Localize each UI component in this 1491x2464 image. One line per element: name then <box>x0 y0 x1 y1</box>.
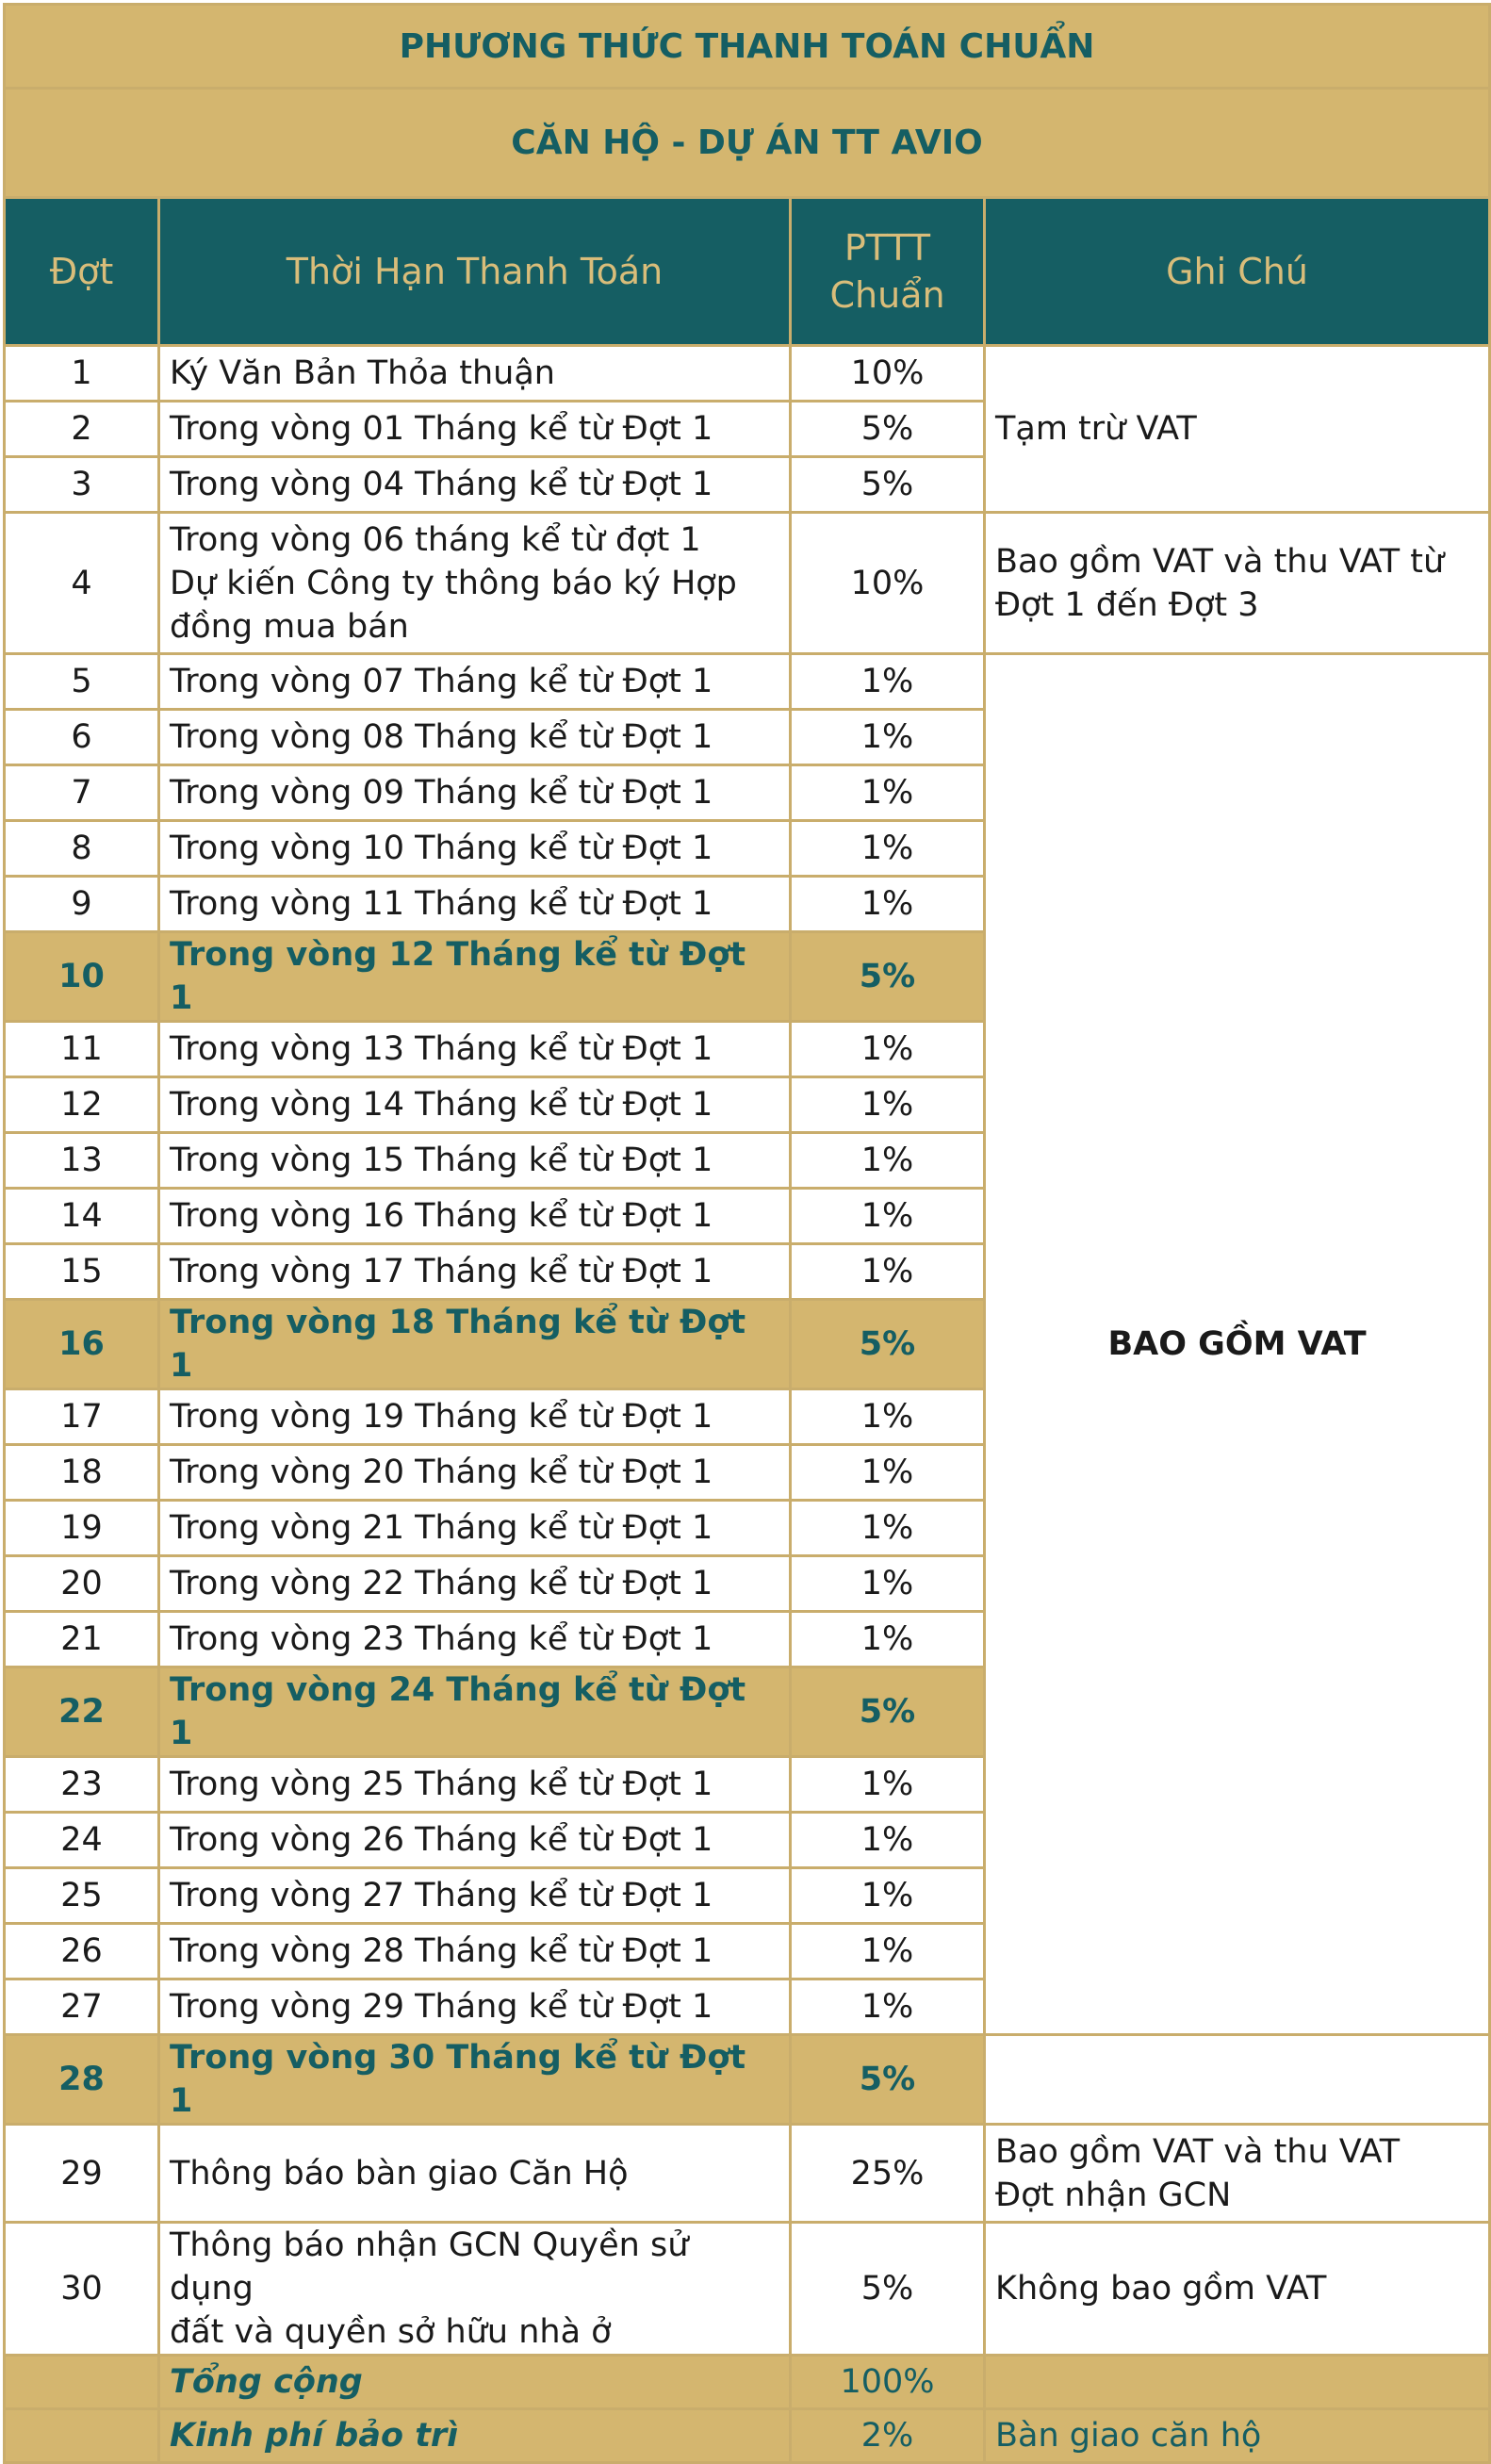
dot-cell: 29 <box>5 2125 159 2223</box>
pttt-cell: 1% <box>791 1612 985 1667</box>
dot-cell: 28 <box>5 2035 159 2125</box>
note-cell-empty <box>985 2035 1490 2125</box>
pttt-cell: 1% <box>791 1868 985 1924</box>
thoi-han-line: đất và quyền sở hữu nhà ở <box>170 2313 612 2351</box>
thoi-han-cell: Trong vòng 12 Tháng kể từ Đợt 1 <box>159 932 791 1022</box>
pttt-cell: 1% <box>791 1979 985 2035</box>
dot-cell: 24 <box>5 1813 159 1868</box>
thoi-han-line: Trong vòng 06 tháng kể từ đợt 1 <box>170 520 701 559</box>
dot-cell: 26 <box>5 1924 159 1979</box>
dot-cell: 22 <box>5 1667 159 1757</box>
total-row <box>5 2356 1490 2409</box>
thoi-han-cell: Trong vòng 14 Tháng kể từ Đợt 1 <box>159 1077 791 1133</box>
pttt-cell: 1% <box>791 1501 985 1556</box>
maint-empty-cell <box>5 2409 159 2463</box>
dot-cell: 12 <box>5 1077 159 1133</box>
pttt-cell: 1% <box>791 654 985 710</box>
dot-cell: 18 <box>5 1445 159 1501</box>
pttt-cell: 5% <box>791 1300 985 1389</box>
total-note-empty <box>985 2356 1490 2409</box>
thoi-han-cell: Trong vòng 15 Tháng kể từ Đợt 1 <box>159 1133 791 1189</box>
maintenance-row <box>5 2409 1490 2463</box>
thoi-han-cell: Trong vòng 16 Tháng kể từ Đợt 1 <box>159 1189 791 1244</box>
thoi-han-line: đồng mua bán <box>170 607 409 646</box>
total-label: Tổng cộng <box>159 2356 791 2409</box>
note-line: Bao gồm VAT và thu VAT <box>995 2132 1401 2171</box>
note-line: Đợt 1 đến Đợt 3 <box>995 585 1259 624</box>
thoi-han-cell: Trong vòng 30 Tháng kể từ Đợt 1 <box>159 2035 791 2125</box>
pttt-cell: 5% <box>791 457 985 513</box>
pttt-cell: 1% <box>791 1556 985 1612</box>
thoi-han-cell: Trong vòng 27 Tháng kể từ Đợt 1 <box>159 1868 791 1924</box>
thoi-han-cell: Trong vòng 24 Tháng kể từ Đợt 1 <box>159 1667 791 1757</box>
header-thoi-han: Thời Hạn Thanh Toán <box>159 198 791 346</box>
pttt-cell: 10% <box>791 513 985 654</box>
pttt-cell: 1% <box>791 1022 985 1077</box>
thoi-han-cell: Trong vòng 23 Tháng kể từ Đợt 1 <box>159 1612 791 1667</box>
maintenance-value: 2% <box>791 2409 985 2463</box>
pttt-cell: 1% <box>791 1445 985 1501</box>
dot-cell: 14 <box>5 1189 159 1244</box>
pttt-cell: 1% <box>791 765 985 821</box>
dot-cell: 6 <box>5 710 159 765</box>
dot-cell: 15 <box>5 1244 159 1300</box>
pttt-cell: 1% <box>791 877 985 932</box>
payment-schedule-table <box>3 3 1491 2464</box>
pttt-cell: 1% <box>791 1389 985 1445</box>
pttt-cell: 1% <box>791 1924 985 1979</box>
thoi-han-cell: Trong vòng 09 Tháng kể từ Đợt 1 <box>159 765 791 821</box>
pttt-cell: 1% <box>791 1757 985 1813</box>
note-line: Đợt nhận GCN <box>995 2176 1232 2214</box>
total-value: 100% <box>791 2356 985 2409</box>
pttt-cell: 1% <box>791 1813 985 1868</box>
pttt-cell: 25% <box>791 2125 985 2223</box>
table-row <box>5 654 1490 710</box>
thoi-han-cell: Trong vòng 07 Tháng kể từ Đợt 1 <box>159 654 791 710</box>
pttt-cell: 1% <box>791 1133 985 1189</box>
dot-cell: 9 <box>5 877 159 932</box>
thoi-han-cell: Trong vòng 25 Tháng kể từ Đợt 1 <box>159 1757 791 1813</box>
table-subtitle: CĂN HỘ - DỰ ÁN TT AVIO <box>5 89 1490 198</box>
thoi-han-cell: Thông báo bàn giao Căn Hộ <box>159 2125 791 2223</box>
thoi-han-cell: Trong vòng 01 Tháng kể từ Đợt 1 <box>159 402 791 457</box>
total-empty-cell <box>5 2356 159 2409</box>
header-pttt <box>791 198 985 346</box>
dot-cell: 19 <box>5 1501 159 1556</box>
dot-cell: 16 <box>5 1300 159 1389</box>
dot-cell: 1 <box>5 346 159 402</box>
table-row-highlight <box>5 2035 1490 2125</box>
note-line: Bao gồm VAT và thu VAT từ <box>995 542 1445 581</box>
dot-cell: 11 <box>5 1022 159 1077</box>
note-cell: Không bao gồm VAT <box>985 2223 1490 2356</box>
thoi-han-cell: Trong vòng 08 Tháng kể từ Đợt 1 <box>159 710 791 765</box>
dot-cell: 2 <box>5 402 159 457</box>
table-row <box>5 2223 1490 2356</box>
thoi-han-cell: Trong vòng 26 Tháng kể từ Đợt 1 <box>159 1813 791 1868</box>
thoi-han-cell: Trong vòng 17 Tháng kể từ Đợt 1 <box>159 1244 791 1300</box>
maintenance-label: Kinh phí bảo trì <box>159 2409 791 2463</box>
dot-cell: 10 <box>5 932 159 1022</box>
dot-cell: 13 <box>5 1133 159 1189</box>
dot-cell: 30 <box>5 2223 159 2356</box>
note-cell <box>985 513 1490 654</box>
maintenance-note: Bàn giao căn hộ <box>985 2409 1490 2463</box>
pttt-cell: 5% <box>791 932 985 1022</box>
pttt-cell: 1% <box>791 1189 985 1244</box>
pttt-cell: 1% <box>791 1244 985 1300</box>
pttt-cell: 5% <box>791 2223 985 2356</box>
header-ghi-chu: Ghi Chú <box>985 198 1490 346</box>
pttt-cell: 5% <box>791 402 985 457</box>
note-cell <box>985 2125 1490 2223</box>
table-row <box>5 346 1490 402</box>
thoi-han-line: Thông báo nhận GCN Quyền sử dụng <box>170 2226 689 2308</box>
note-cell: Tạm trừ VAT <box>985 346 1490 513</box>
pttt-cell: 5% <box>791 1667 985 1757</box>
table-row <box>5 2125 1490 2223</box>
pttt-cell: 5% <box>791 2035 985 2125</box>
dot-cell: 8 <box>5 821 159 877</box>
thoi-han-cell: Trong vòng 20 Tháng kể từ Đợt 1 <box>159 1445 791 1501</box>
dot-cell: 4 <box>5 513 159 654</box>
dot-cell: 3 <box>5 457 159 513</box>
header-dot: Đợt <box>5 198 159 346</box>
dot-cell: 20 <box>5 1556 159 1612</box>
thoi-han-cell <box>159 513 791 654</box>
thoi-han-line: Dự kiến Công ty thông báo ký Hợp <box>170 564 737 602</box>
thoi-han-cell: Trong vòng 13 Tháng kể từ Đợt 1 <box>159 1022 791 1077</box>
dot-cell: 25 <box>5 1868 159 1924</box>
thoi-han-cell: Trong vòng 11 Tháng kể từ Đợt 1 <box>159 877 791 932</box>
dot-cell: 23 <box>5 1757 159 1813</box>
thoi-han-cell: Trong vòng 19 Tháng kể từ Đợt 1 <box>159 1389 791 1445</box>
thoi-han-cell: Trong vòng 21 Tháng kể từ Đợt 1 <box>159 1501 791 1556</box>
thoi-han-cell: Trong vòng 28 Tháng kể từ Đợt 1 <box>159 1924 791 1979</box>
header-pttt-line1: PTTT <box>844 227 931 269</box>
dot-cell: 7 <box>5 765 159 821</box>
dot-cell: 17 <box>5 1389 159 1445</box>
table-title: PHƯƠNG THỨC THANH TOÁN CHUẨN <box>5 5 1490 89</box>
payment-table-frame <box>3 3 1488 2464</box>
thoi-han-cell: Trong vòng 29 Tháng kể từ Đợt 1 <box>159 1979 791 2035</box>
thoi-han-cell: Trong vòng 22 Tháng kể từ Đợt 1 <box>159 1556 791 1612</box>
dot-cell: 27 <box>5 1979 159 2035</box>
dot-cell: 5 <box>5 654 159 710</box>
note-cell-bao-gom-vat: BAO GỒM VAT <box>985 654 1490 2035</box>
pttt-cell: 1% <box>791 710 985 765</box>
pttt-cell: 1% <box>791 821 985 877</box>
thoi-han-cell <box>159 2223 791 2356</box>
pttt-cell: 10% <box>791 346 985 402</box>
thoi-han-cell: Ký Văn Bản Thỏa thuận <box>159 346 791 402</box>
dot-cell: 21 <box>5 1612 159 1667</box>
table-row <box>5 513 1490 654</box>
header-pttt-line2: Chuẩn <box>829 274 945 316</box>
thoi-han-cell: Trong vòng 10 Tháng kể từ Đợt 1 <box>159 821 791 877</box>
thoi-han-cell: Trong vòng 04 Tháng kể từ Đợt 1 <box>159 457 791 513</box>
pttt-cell: 1% <box>791 1077 985 1133</box>
thoi-han-cell: Trong vòng 18 Tháng kể từ Đợt 1 <box>159 1300 791 1389</box>
